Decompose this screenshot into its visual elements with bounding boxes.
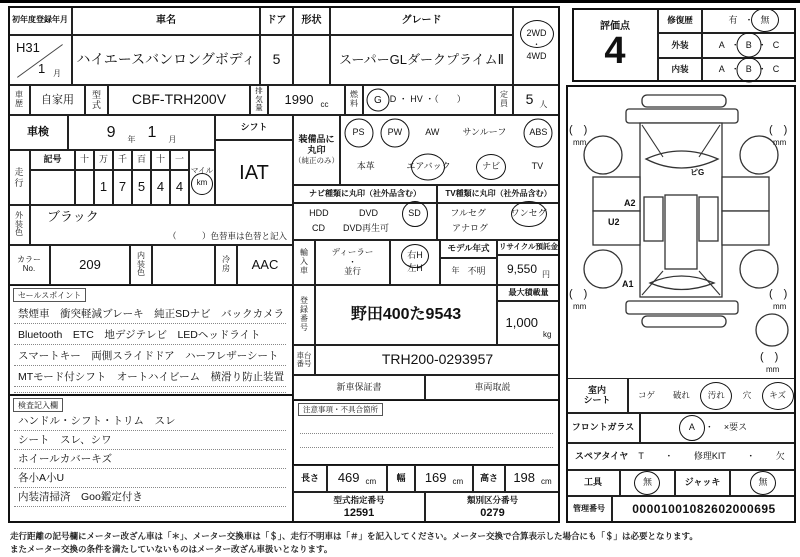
ext-color-value <box>30 205 293 245</box>
model-year-unit: 年 <box>451 266 460 276</box>
repair-history-label: 修復歴 <box>658 8 702 33</box>
tv-row-1 <box>438 209 559 219</box>
shaken-value <box>68 115 215 150</box>
ext-a: A <box>718 39 725 50</box>
exterior-grade-value <box>702 33 796 58</box>
diagram-mark-u2: U2 <box>608 217 620 227</box>
sales-point-line: Bluetooth ETC 地デジテレビ LEDヘッドライト <box>14 324 286 345</box>
width-label: 幅 <box>387 465 415 492</box>
type-number-value: 12591 <box>343 507 375 520</box>
shape-header: 形状 <box>293 6 330 35</box>
spare-dot2: ・ <box>746 450 756 461</box>
color-change-note: （ ）色替車は色替と記入 <box>167 230 287 241</box>
windshield-label: フロントガラス <box>566 413 640 443</box>
measure-mm-spare: mm <box>766 365 780 374</box>
reg-month: 1 <box>38 61 46 76</box>
color-no-label-2: No. <box>22 264 36 273</box>
spare-tire-mark <box>756 314 788 346</box>
equip-tv: TV <box>531 161 544 172</box>
capacity-value <box>513 85 560 115</box>
caution-line-empty <box>300 434 553 448</box>
displacement-unit: cc <box>320 100 329 110</box>
seat-yogore-circled: 汚れ <box>707 389 725 400</box>
mgmt-number-label: 管理番号 <box>566 496 612 523</box>
history-value: 自家用 <box>30 85 85 115</box>
tv-oneseg-circled: ワンセグ <box>510 207 547 218</box>
length-value <box>327 465 387 492</box>
inspector-note-line: 内装清掃済 Goo鑑定付き <box>14 488 286 507</box>
rear-left-wheel <box>584 250 622 288</box>
shift-header: シフト <box>215 115 293 140</box>
score-cell <box>572 8 658 82</box>
fuel-other-options: D ・ HV ・（ ） <box>389 94 466 105</box>
import-dealer-cell <box>315 240 390 285</box>
ext-b-circled: B <box>745 39 752 50</box>
int-c: C <box>772 64 780 75</box>
mileage-col-10k: 万 <box>94 150 113 170</box>
mileage-digit-empty <box>75 170 94 205</box>
drive-2wd-circled: 2WD <box>526 28 547 39</box>
car-name-header: 車名 <box>72 6 260 35</box>
ext-color-label: 外装色 <box>8 205 30 245</box>
mileage-col-1k: 千 <box>113 150 132 170</box>
warranty-cell: 新車保証書 <box>293 375 425 400</box>
equip-airbag-circled: エアバック <box>406 161 451 172</box>
mileage-digit-10: 4 <box>151 170 170 205</box>
equip-ps-circled: PS <box>352 127 365 138</box>
import-dealer: ディーラー <box>331 247 374 258</box>
seat-kizu-circled: キズ <box>769 389 786 400</box>
seat-label-1: 室内 <box>587 384 606 395</box>
ac-value: AAC <box>237 245 293 285</box>
payload-header: 最大積載量 <box>497 285 560 301</box>
displacement-value <box>268 85 345 115</box>
reg-date-value <box>8 35 72 85</box>
equipment-title-cell <box>293 115 340 185</box>
tv-analog: アナログ <box>452 223 489 234</box>
grade-header: グレード <box>330 6 513 35</box>
right-front-door-panel <box>722 177 769 211</box>
top-edge-bar <box>0 0 800 3</box>
interior-grade-value <box>702 58 796 82</box>
measure-bracket-tr: ( ) <box>769 124 788 136</box>
chassis-value: TRH200-0293957 <box>315 345 560 375</box>
color-no-label-1: カラー <box>17 255 41 265</box>
class-number-value: 0279 <box>480 507 505 520</box>
seat-condition-label <box>566 378 628 413</box>
equipment-row-2 <box>340 150 560 185</box>
capacity-label: 定員 <box>495 85 513 115</box>
diagram-mark-a1: A1 <box>622 279 634 289</box>
caution-line-empty <box>300 420 553 434</box>
recycle-amount: 9,550 <box>506 262 538 277</box>
width-value <box>415 465 473 492</box>
model-year-value <box>440 258 497 285</box>
length-label: 長さ <box>293 465 327 492</box>
shift-value: IAT <box>215 140 293 205</box>
displacement-number: 1990 <box>284 91 314 107</box>
payload-amount: 1,000 <box>505 314 539 330</box>
sales-point-line: MTモード付シフト オートハイビーム 横滑り防止装置 <box>14 366 286 387</box>
drive-4wd: 4WD <box>526 50 547 61</box>
inspector-note-line: シート スレ、シワ <box>14 431 286 450</box>
car-name-value: ハイエースバンロングボディ <box>72 35 260 85</box>
width-number: 169 <box>424 470 447 486</box>
rear-right-wheel <box>740 250 778 288</box>
seat-koge: コゲ <box>637 389 655 400</box>
spare-dot1: ・ <box>664 450 674 461</box>
payload-value <box>497 301 560 345</box>
model-label: 型式 <box>85 85 108 115</box>
import-label: 輸入車 <box>293 240 315 285</box>
nav-row-1 <box>294 209 436 219</box>
equip-abs-circled: ABS <box>529 127 548 138</box>
color-no-value: 209 <box>50 245 130 285</box>
nav-hdd: HDD <box>309 207 329 218</box>
windshield-x: ×要ス <box>723 422 748 433</box>
capacity-number: 5 <box>525 91 534 108</box>
equip-pw-circled: PW <box>387 127 403 138</box>
equip-leather: 本革 <box>356 161 375 172</box>
reg-number-value: 野田400た9543 <box>315 285 497 345</box>
reg-date-header: 初年度登録年月 <box>8 6 72 35</box>
interior-grade-label: 内装 <box>658 58 702 82</box>
height-number: 198 <box>513 470 536 486</box>
inspector-note-line: ハンドル・シフト・トリム スレ <box>14 412 286 431</box>
width-unit: cm <box>452 477 464 487</box>
manual-cell: 車両取説 <box>425 375 560 400</box>
car-damage-diagram <box>566 85 796 378</box>
handle-rh-circled: 右H <box>407 250 423 261</box>
measure-bracket-spare: ( ) <box>760 351 779 363</box>
spare-tire-options <box>628 452 795 462</box>
tv-fullseg: フルセグ <box>450 207 486 218</box>
reg-year: H31 <box>16 40 40 55</box>
ext-color-name: ブラック <box>47 209 99 224</box>
caution-title: 注意事項・不具合箇所 <box>298 403 383 416</box>
front-bumper-outer <box>642 95 726 107</box>
shaken-year-unit: 年 <box>127 135 136 145</box>
int-dot: ・ <box>730 64 740 75</box>
equip-navi-circled: ナビ <box>482 161 501 172</box>
interior-console <box>665 195 697 269</box>
history-label: 車歴 <box>8 85 30 115</box>
mileage-digit-100: 5 <box>132 170 151 205</box>
footnote-line-1: 走行距離の記号欄にメーター改ざん車は「＊」、メーター交換車は「＄」、走行不明車は「＃」を記入してください。メーター交換で合算表示した場合にも「＄」は必要となります。 <box>10 531 698 541</box>
height-label: 高さ <box>473 465 505 492</box>
displacement-label: 排気量 <box>250 85 268 115</box>
mileage-col-1: 一 <box>170 150 189 170</box>
color-no-label <box>8 245 50 285</box>
front-left-wheel <box>584 136 622 174</box>
footnote-line-2: またメーター交換の条件を満たしていないものはメーター改ざん車扱いとなります。 <box>10 544 333 554</box>
recycle-header: リサイクル預託金 <box>497 240 560 255</box>
tools-label: 工具 <box>566 470 620 496</box>
length-unit: cm <box>365 477 377 487</box>
int-color-label: 内装色 <box>130 245 152 285</box>
diagram-mark-a2: A2 <box>624 198 636 208</box>
mileage-symbol-value <box>30 170 75 205</box>
ac-label: 冷房 <box>215 245 237 285</box>
ext-dot: ・ <box>730 39 740 50</box>
height-value <box>505 465 560 492</box>
mileage-digit-1: 4 <box>170 170 189 205</box>
drive-type-cell <box>513 6 560 85</box>
measure-bracket-br: ( ) <box>769 288 788 300</box>
tv-row-2 <box>438 224 559 234</box>
mgmt-number-value: 00001001082602000695 <box>612 496 796 523</box>
repair-no-circled: 無 <box>760 14 770 25</box>
payload-kg: kg <box>543 330 552 340</box>
windshield-value <box>640 413 796 443</box>
mileage-digit-1k: 7 <box>113 170 132 205</box>
door-header: ドア <box>260 6 293 35</box>
ext-dot2: ・ <box>757 39 767 50</box>
equipment-title-1: 装備品に <box>298 133 335 144</box>
measure-mm-tl: mm <box>573 138 587 147</box>
repair-dot: ・ <box>744 14 754 25</box>
fuel-g-circled: G <box>374 94 382 106</box>
score-value: 4 <box>604 29 626 72</box>
rear-bumper-outer <box>642 316 726 327</box>
chassis-label-2: 番号 <box>296 359 312 368</box>
height-unit: cm <box>541 477 552 487</box>
int-dot2: ・ <box>757 64 767 75</box>
shape-value <box>293 35 330 85</box>
mileage-col-100k: 十 <box>75 150 94 170</box>
import-dot: ・ <box>348 256 357 267</box>
seat-yabure: 破れ <box>672 389 690 400</box>
int-a: A <box>718 64 725 75</box>
mileage-label: 走行 <box>8 150 30 205</box>
mileage-digit-10k: 1 <box>94 170 113 205</box>
spare-tire-row <box>566 443 796 470</box>
int-b-circled: B <box>745 64 752 75</box>
model-year-header: モデル年式 <box>440 240 497 258</box>
model-year-unknown: 不明 <box>467 265 486 276</box>
equip-sunroof: サンルーフ <box>462 127 507 138</box>
mile-label: マイル <box>190 165 214 175</box>
int-color-value <box>152 245 215 285</box>
reg-month-unit: 月 <box>53 69 61 78</box>
tools-none-circled: 無 <box>642 477 652 488</box>
shaken-label: 車検 <box>8 115 68 150</box>
drive-dot: ・ <box>532 40 541 50</box>
model-code-value: CBF-TRH200V <box>108 85 250 115</box>
capacity-unit: 人 <box>539 100 548 110</box>
nav-dvd-play: DVD再生可 <box>343 223 390 234</box>
nav-type-header: ナビ種類に丸印（社外品含む） <box>293 185 437 203</box>
spare-t: T <box>638 450 644 461</box>
inspector-notes-title: 検査記入欄 <box>13 398 63 412</box>
handle-cell <box>390 240 440 285</box>
nav-type-body <box>293 203 437 240</box>
spare-tire-label: スペアタイヤ <box>575 450 629 461</box>
front-bumper-inner <box>626 109 738 123</box>
inspector-note-line: 各小A小U <box>14 469 286 488</box>
equipment-title-2: 丸印 <box>307 144 326 155</box>
repair-history-value <box>702 8 796 33</box>
equipment-title-3: （純正のみ） <box>294 155 339 165</box>
mileage-col-100: 百 <box>132 150 151 170</box>
inspector-note-line: ホイールカバーキズ <box>14 450 286 469</box>
score-label: 評価点 <box>600 20 630 32</box>
seat-condition-value <box>628 378 796 413</box>
mileage-unit-cell <box>189 150 215 205</box>
measure-mm-bl: mm <box>573 302 587 311</box>
recycle-value <box>497 255 560 285</box>
right-rear-door-panel <box>722 211 769 245</box>
fuel-value <box>363 85 495 115</box>
diagram-mark-pg: ピG <box>690 168 705 177</box>
mileage-col-10: 十 <box>151 150 170 170</box>
jack-value <box>730 470 796 496</box>
left-seat <box>644 197 663 241</box>
ext-c: C <box>772 39 780 50</box>
sales-point-line: 禁煙車 衝突軽減ブレーキ 純正SDナビ バックカメラ <box>14 303 286 324</box>
import-parallel: 並行 <box>343 266 361 277</box>
sales-points-title: セールスポイント <box>13 288 86 302</box>
shaken-month: 1 <box>147 123 157 141</box>
windshield-a-circled: A <box>688 422 695 433</box>
windshield-dot: ・ <box>704 422 714 433</box>
repair-yes: 有 <box>728 14 738 25</box>
measure-mm-tr: mm <box>773 138 787 147</box>
nav-dvd: DVD <box>358 207 378 218</box>
tv-type-header: TV種類に丸印（社外品含む） <box>437 185 560 203</box>
exterior-grade-label: 外装 <box>658 33 702 58</box>
chassis-label <box>293 345 315 375</box>
spare-kit: 修理KIT <box>693 450 726 461</box>
measure-bracket-tl: ( ) <box>569 124 588 136</box>
door-value: 5 <box>260 35 293 85</box>
tv-type-body <box>437 203 560 240</box>
length-number: 469 <box>337 470 360 486</box>
chassis-label-1: 車台 <box>296 350 312 360</box>
spare-lack: 欠 <box>775 450 785 461</box>
tools-value <box>620 470 675 496</box>
km-circled: km <box>196 178 208 188</box>
right-seat <box>699 197 718 241</box>
rear-bumper-inner <box>626 301 738 314</box>
sales-point-line: スマートキー 両側スライドドア ハーフレザーシート <box>14 345 286 366</box>
mileage-symbol-header: 記号 <box>30 150 75 170</box>
equipment-row-1 <box>340 115 560 150</box>
fuel-label: 燃料 <box>345 85 363 115</box>
equip-aw: AW <box>425 127 440 138</box>
seat-ana: 穴 <box>742 389 752 400</box>
nav-cd: CD <box>312 223 325 234</box>
type-number-label: 型式指定番号 <box>333 494 385 505</box>
grade-value: スーパーGLダークプライムⅡ <box>330 35 513 85</box>
jack-label: ジャッキ <box>675 470 730 496</box>
jack-none-circled: 無 <box>758 477 768 488</box>
measure-mm-br: mm <box>773 302 787 311</box>
recycle-yen: 円 <box>542 270 551 280</box>
sales-point-line-empty <box>14 387 286 393</box>
shaken-year: 9 <box>106 123 116 141</box>
reg-number-label: 登録番号 <box>293 285 315 345</box>
shaken-month-unit: 月 <box>168 135 177 145</box>
handle-lh: 左H <box>407 263 423 273</box>
type-number-cell <box>293 492 425 523</box>
seat-label-2: シート <box>583 394 611 405</box>
class-number-cell <box>425 492 560 523</box>
nav-sd-circled: SD <box>408 207 421 218</box>
measure-bracket-bl: ( ) <box>569 288 588 300</box>
class-number-label: 類別区分番号 <box>466 494 518 505</box>
